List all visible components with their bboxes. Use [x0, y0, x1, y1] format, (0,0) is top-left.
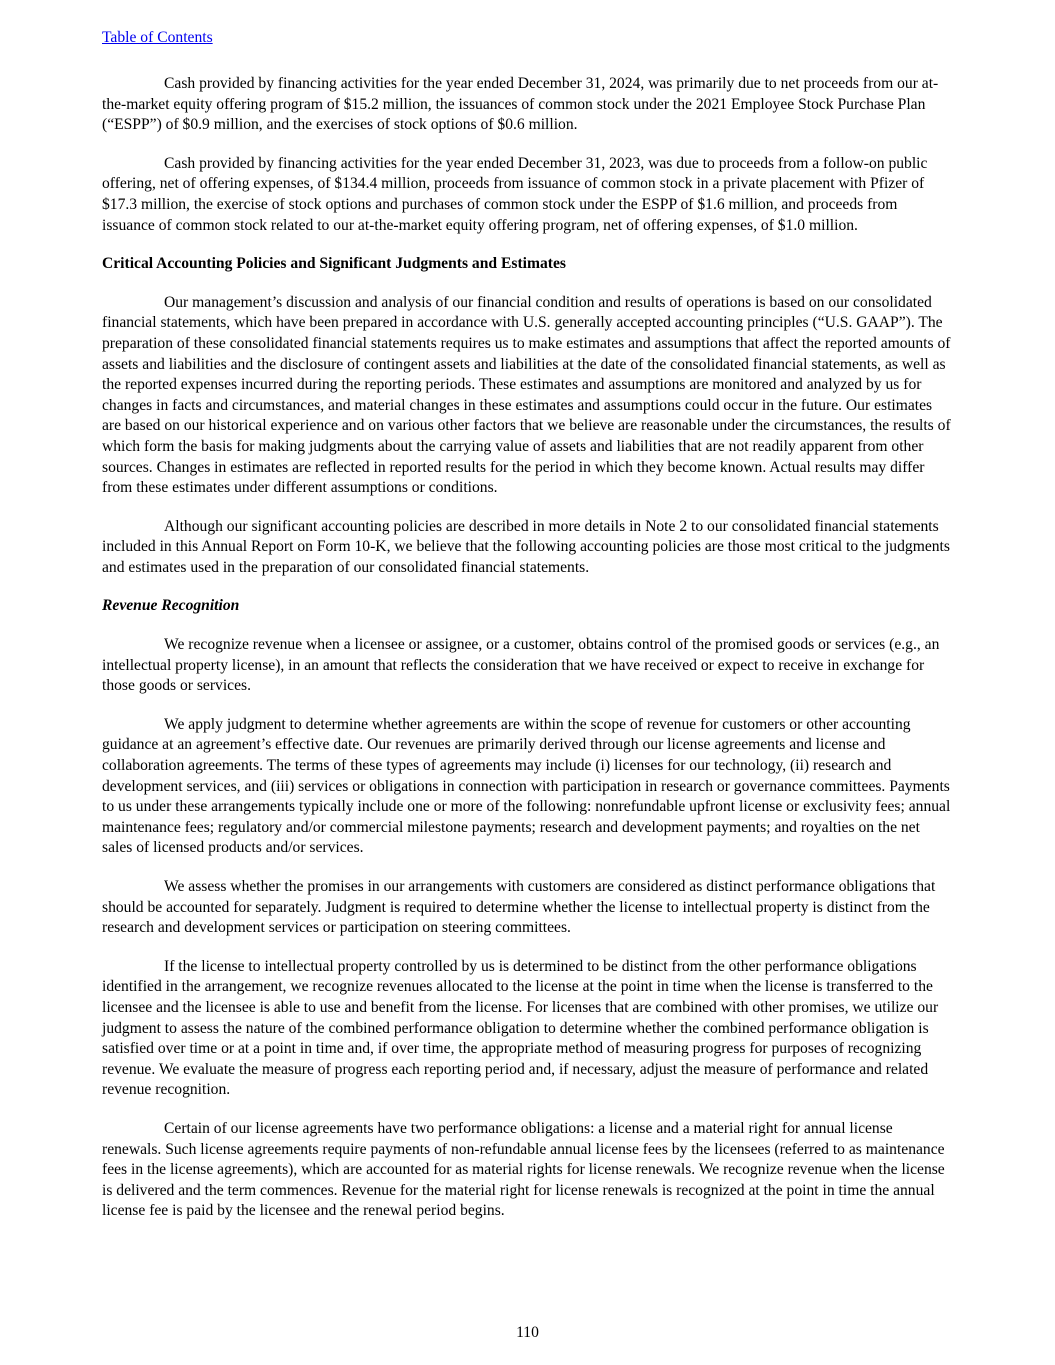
paragraph-revenue-1: We recognize revenue when a licensee or assignee, or a customer, obtains control of the promised goods or services (e.g., an intellectual property license), in an amount that reflects the consideration that we have received or expect to receive in exchange for those goods or services.: [102, 636, 940, 695]
paragraph-revenue-5: Certain of our license agreements have two performance obligations: a license and a material right for annual license renewals. Such license agreements require payments of non-refundable annual license fees by the licensees (referred to as maintenance fees in the license agreements), which are accounted for as material rights for license renewals. We recognize revenue when the license is delivered and the term commences. Revenue for the material right for license renewals is recognized at the point in time the annual license fee is paid by the licensee and the renewal period begins.: [102, 1119, 945, 1220]
paragraph-policies-note: Although our significant accounting policies are described in more details in Note 2 to our consolidated financial statements included in this Annual Report on Form 10-K, we believe that the following accounting policies are those most critical to the judgments and estimates used in the preparation of our consolidated financial statements.: [102, 517, 950, 576]
paragraph-revenue-3: We assess whether the promises in our arrangements with customers are considered as distinct performance obligations that should be accounted for separately. Judgment is required to determine whether the license to intellectual property is distinct from the research and development services or participation on steering committees.: [102, 878, 936, 937]
subsection-heading-revenue-recognition: Revenue Recognition: [102, 597, 240, 615]
document-body: [102, 74, 954, 1240]
paragraph-revenue-4: If the license to intellectual property controlled by us is determined to be distinct from the other performance obligations identified in the arrangement, we recognize revenues allocated to the license at the point in time when the license is transferred to the licensee and the licensee is able to use and benefit from the license. For licenses that are combined with other promises, we utilize our judgment to assess the nature of the combined performance obligation to determine whether the combined performance obligation is satisfied over time or at a point in time and, if over time, the appropriate method of measuring progress for purposes of recognizing revenue. We evaluate the measure of progress each reporting period and, if necessary, adjust the measure of performance and related revenue recognition.: [102, 957, 939, 1099]
paragraph-mdna-basis: Our management’s discussion and analysis of our financial condition and results of operations is based on our consolidated financial statements, which have been prepared in accordance with U.S. generally accepted accounting principles (“U.S. GAAP”). The preparation of these consolidated financial statements requires us to make estimates and assumptions that affect the reported amounts of assets and liabilities and the disclosure of contingent assets and liabilities at the date of the consolidated financial statements, as well as the reported expenses incurred during the reporting periods. These estimates and assumptions are monitored and analyzed by us for changes in facts and circumstances, and material changes in these estimates and assumptions could occur in the future. Our estimates are based on our historical experience and on various other factors that we believe are reasonable under the circumstances, the results of which form the basis for making judgments about the carrying value of assets and liabilities that are not readily apparent from other sources. Changes in estimates are reflected in reported results for the period in which they become known. Actual results may differ from these estimates under different assumptions or conditions.: [102, 293, 951, 497]
section-heading-critical-accounting: Critical Accounting Policies and Significant Judgments and Estimates: [102, 255, 566, 273]
page-number: 110: [516, 1324, 539, 1341]
paragraph-revenue-2: We apply judgment to determine whether agreements are within the scope of revenue for customers or other accounting guidance at an agreement’s effective date. Our revenues are primarily derived through our license agreements and license and collaboration agreements. The terms of these types of agreements may include (i) licenses for our technology, (ii) research and development services, and (iii) services or obligations in connection with participation in research or governance committees. Payments to us under these arrangements typically include one or more of the following: nonrefundable upfront license or exclusivity fees; annual maintenance fees; regulatory and/or commercial milestone payments; research and development payments; and royalties on the net sales of licensed products and/or services.: [102, 715, 951, 857]
table-of-contents-link[interactable]: Table of Contents: [102, 29, 213, 46]
paragraph-financing-2023: Cash provided by financing activities for the year ended December 31, 2023, was due to proceeds from a follow-on public offering, net of offering expenses, of $134.4 million, proceeds from issuance of common stock in a private placement with Pfizer of $17.3 million, the exercise of stock options and purchases of common stock under the ESPP of $1.6 million, and proceeds from issuance of common stock related to our at-the-market equity offering program, net of offering expenses, of $1.0 million.: [102, 154, 928, 234]
paragraph-financing-2024: Cash provided by financing activities for the year ended December 31, 2024, was primarily due to net proceeds from our at-the-market equity offering program of $15.2 million, the issuances of common stock under the 2021 Employee Stock Purchase Plan (“ESPP”) of $0.9 million, and the exercises of stock options of $0.6 million.: [102, 75, 939, 134]
